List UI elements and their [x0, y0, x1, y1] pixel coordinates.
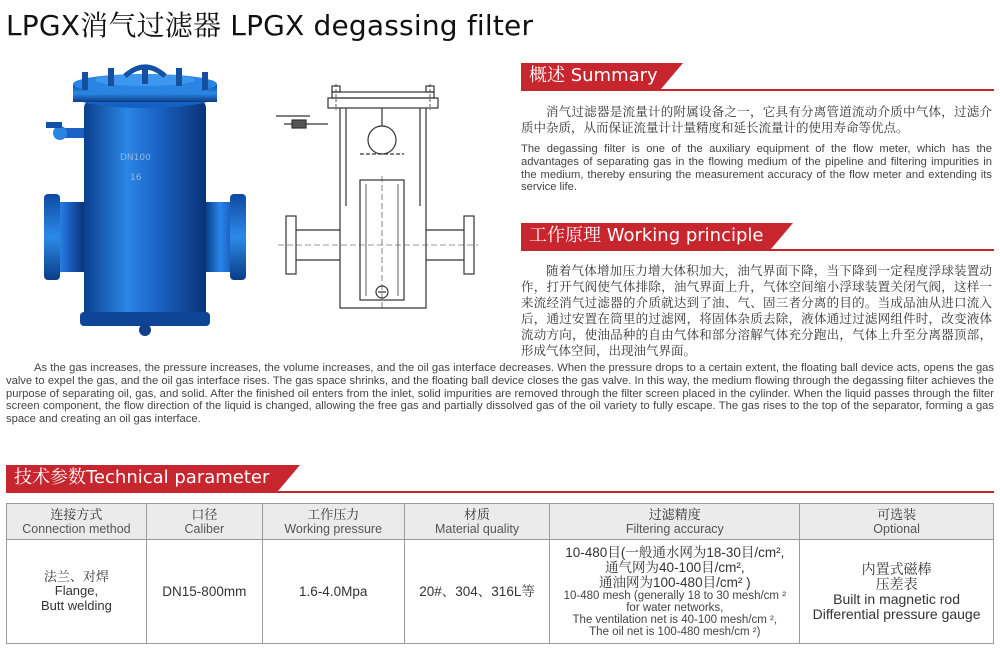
filter-en-4: The oil net is 100-480 mesh/cm ²) [589, 626, 761, 638]
filter-cell [550, 540, 800, 644]
header-en: Filtering accuracy [625, 522, 724, 536]
working-text-cn: 随着气体增加压力增大体积加大，油气界面下降，当下降到一定程度浮球装置动作，打开气阀使气体排除，油气界面上升，气体空间缩小浮球装置关闭气阀，这样一来流经消气过滤器的介质就达到了油、气、固三者分离的目的。当成品油从进口流入后，通过安置在筒里的过滤网，将固体杂质去除，液体通过过滤网组件时，改变液体流动方向，使油品种的自由气体和部分溶解气体充分跑出，气体上升至分离器顶部，形成气体空间，出现油气界面。 [521, 263, 992, 358]
filter-cn-2: 通气网为40-100目/cm², [605, 560, 745, 575]
connection-cn: 法兰、对焊 [43, 568, 109, 584]
summary-text-cn: 消气过滤器是流量计的附属设备之一，它具有分离管道流动介质中气体，过滤介质中杂质，从而保证流量计计量精度和延长流量计的使用寿命等优点。 [521, 104, 992, 135]
body-marking-pressure: 16 [130, 173, 142, 183]
table-header-row [7, 504, 994, 540]
optional-en-1: Built in magnetic rod [833, 590, 960, 607]
summary-text-en: The degassing filter is one of the auxiliary equipment of the flow meter, which has the advantages of separating gas in the flowing medium of the pipeline and filtering impurities in the medium, thereby ensuring the measurement accuracy of the flow meter and extending its service life. [521, 143, 992, 194]
page-title: LPGX消气过滤器 LPGX degassing filter [6, 9, 534, 42]
working-heading-text: 工作原理 Working principle [529, 225, 764, 246]
header-cn: 过滤精度 [648, 507, 701, 522]
product-photo [30, 62, 260, 342]
table-header-cell [262, 504, 404, 540]
tech-rule [6, 491, 994, 493]
pressure-cell [262, 540, 404, 644]
header-en: Working pressure [284, 522, 383, 536]
table-header-cell [7, 504, 147, 540]
optional-cn-1: 内置式磁棒 [861, 560, 932, 577]
tech-heading [6, 465, 278, 491]
table-header-cell [146, 504, 262, 540]
working-rule [521, 249, 994, 251]
table-row [7, 540, 994, 644]
header-cn: 工作压力 [307, 507, 360, 522]
caliber-value: DN15-800mm [162, 584, 247, 599]
pressure-value: 1.6-4.0Mpa [299, 584, 368, 599]
connection-en-1: Flange, [54, 583, 99, 599]
table-header-cell [800, 504, 994, 540]
header-cn: 连接方式 [50, 507, 103, 522]
optional-en-2: Differential pressure gauge [812, 605, 981, 622]
header-en: Caliber [184, 522, 225, 536]
working-heading [521, 223, 771, 249]
summary-heading-text: 概述 Summary [529, 65, 658, 86]
material-value: 20#、304、316L等 [419, 584, 535, 599]
filter-en-3: The ventilation net is 40-100 mesh/cm ², [572, 614, 778, 626]
parameter-table [6, 503, 994, 644]
body-marking-size: DN100 [120, 153, 151, 163]
connection-en-2: Butt welding [41, 597, 112, 613]
header-en: Material quality [435, 522, 520, 536]
filter-en-2: for water networks, [626, 602, 724, 614]
header-cn: 材质 [464, 507, 491, 522]
material-cell [404, 540, 550, 644]
optional-cn-2: 压差表 [875, 575, 918, 592]
filter-cn-1: 10-480目(一般通水网为18-30目/cm², [565, 545, 785, 560]
table-header-cell [404, 504, 550, 540]
caliber-cell [146, 540, 262, 644]
technical-drawing [270, 80, 480, 320]
working-text-en: As the gas increases, the pressure increases, the volume increases, and the oil gas interface decreases. When the pressure drops to a certain extent, the floating ball device acts, opens the gas valve to expel the gas, and the oil gas interface rises. The gas space shrinks, and the floating ball device closes the gas valve. In this way, the medium flowing through the degassing filter achieves the purpose of separating oil, gas, and solid. After the finished oil enters from the inlet, solid impurities are removed through the filter screen placed in the cylinder. When the liquid passes through the filter screen component, the flow direction of the liquid is changed, allowing the free gas and partially dissolved gas of the oil variety to fully escape. The gas rises to the top of the separator, forming a gas space and creating an oil gas interface. [6, 362, 994, 426]
header-cn: 口径 [191, 507, 218, 522]
optional-cell [800, 540, 994, 644]
tech-heading-text: 技术参数Technical parameter [14, 467, 270, 488]
header-en: Connection method [22, 522, 131, 536]
header-en: Optional [873, 522, 920, 536]
summary-rule [521, 89, 994, 91]
filter-en-1: 10-480 mesh (generally 18 to 30 mesh/cm ² [563, 590, 787, 602]
connection-cell [7, 540, 147, 644]
filter-cn-3: 通油网为100-480目/cm² ) [599, 575, 751, 590]
table-header-cell [550, 504, 800, 540]
summary-heading [521, 63, 661, 89]
header-cn: 可选装 [877, 507, 917, 522]
